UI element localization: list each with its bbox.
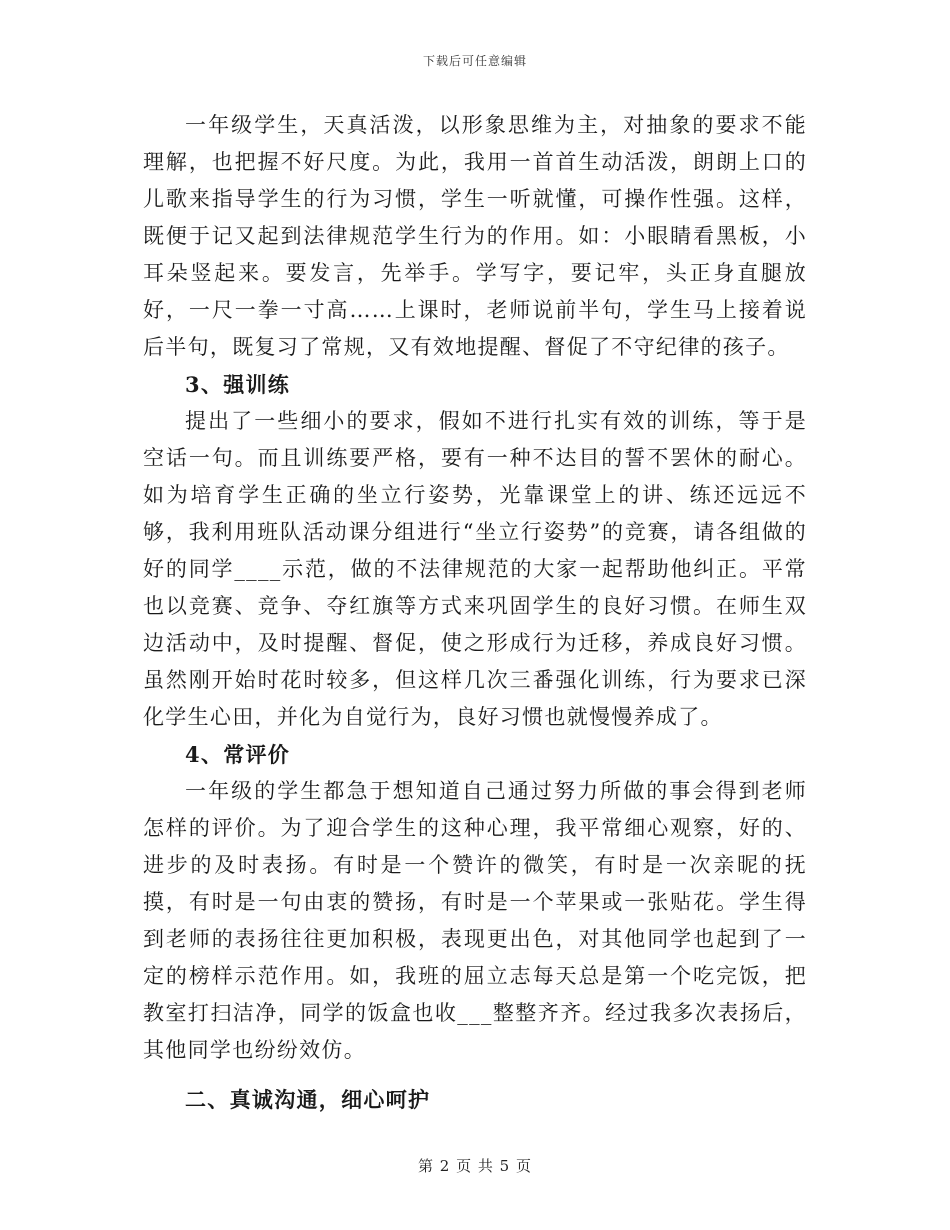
paragraph-nursery-rhymes: 一年级学生，天真活泼，以形象思维为主，对抽象的要求不能理解，也把握不好尺度。为此，我用一首首生动活泼，朗朗上口的儿歌来指导学生的行为习惯，学生一听就懂，可操作性强。这样，既便于记又起到法律规范学生行为的作用。如：小眼睛看黑板，小耳朵竖起来。要发言，先举手。学写字，要记牢，头正身直腿放好，一尺一拳一寸高……上课时，老师说前半句，学生马上接着说后半句，既复习了常规，又有效地提醒、督促了不守纪律的孩子。 <box>143 113 807 359</box>
document-body <box>143 107 807 1118</box>
heading-strong-training: 3、强训练 <box>185 372 291 397</box>
page-footer-number: 第 2 页 共 5 页 <box>418 1157 532 1175</box>
heading-sincere-communication: 二、真诚沟通，细心呵护 <box>185 1087 431 1112</box>
paragraph-training: 提出了一些细小的要求，假如不进行扎实有效的训练，等于是空话一句。而且训练要严格，要有一种不达目的誓不罢休的耐心。如为培育学生正确的坐立行姿势，光靠课堂上的讲、练还远远不够，我利用班队活动课分组进行“坐立行姿势”的竞赛，请各组做的好的同学____示范，做的不法律规范的大家一起帮助他纠正。平常也以竞赛、竞争、夺红旗等方式来巩固学生的良好习惯。在师生双边活动中，及时提醒、督促，使之形成行为迁移，养成良好习惯。虽然刚开始时花时较多，但这样几次三番强化训练，行为要求已深化学生心田，并化为自觉行为，良好习惯也就慢慢养成了。 <box>143 409 807 729</box>
paragraph-evaluation: 一年级的学生都急于想知道自己通过努力所做的事会得到老师怎样的评价。为了迎合学生的这种心理，我平常细心观察，好的、进步的及时表扬。有时是一个赞许的微笑，有时是一次亲昵的抚摸，有时是一句由衷的赞扬，有时是一个苹果或一张贴花。学生得到老师的表扬往往更加积极，表现更出色，对其他同学也起到了一定的榜样示范作用。如，我班的屈立志每天总是第一个吃完饭，把教室打扫洁净，同学的饭盒也收___整整齐齐。经过我多次表扬后，其他同学也纷纷效仿。 <box>143 779 807 1062</box>
heading-frequent-evaluation: 4、常评价 <box>185 742 291 767</box>
page-header-note: 下载后可任意编辑 <box>422 54 527 68</box>
